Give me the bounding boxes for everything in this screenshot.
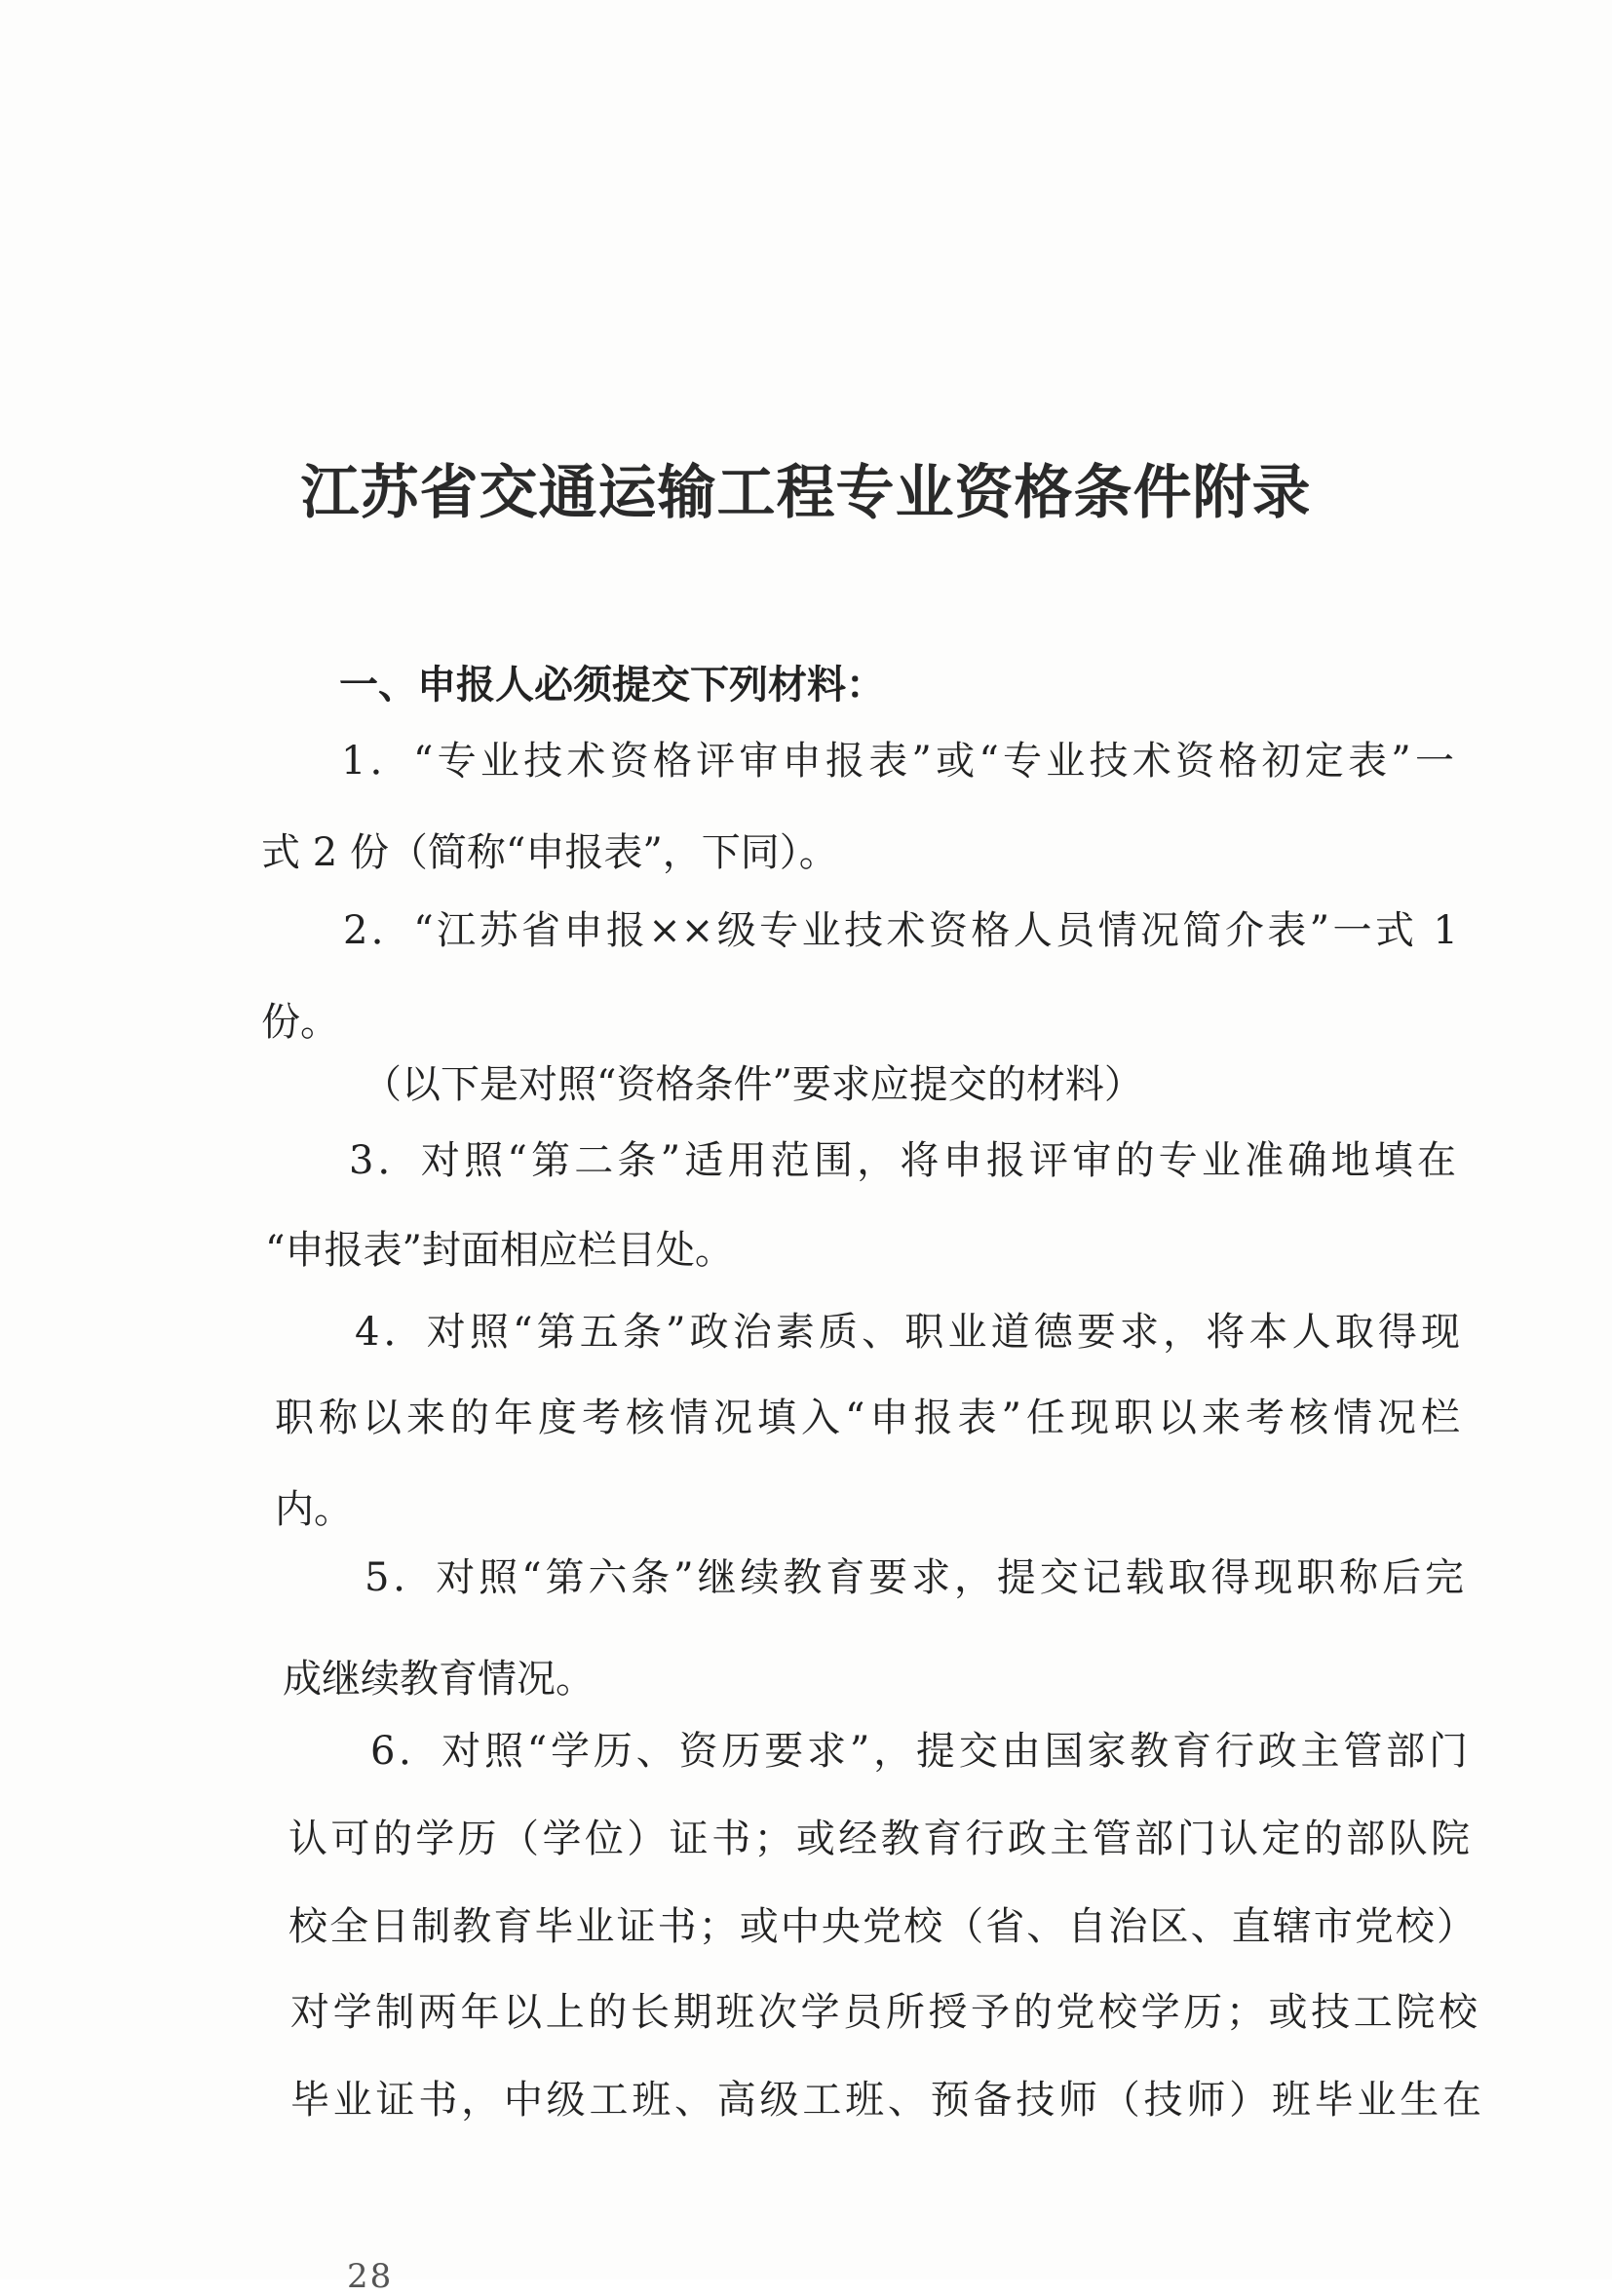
page-number: 28	[347, 2257, 394, 2296]
paragraph-line: 1．“专业技术资格评审申报表”或“专业技术资格初定表”一	[341, 739, 1454, 784]
paragraph-line: 3．对照“第二条”适用范围，将申报评审的专业准确地填在	[349, 1138, 1456, 1183]
paragraph-line: “申报表”封面相应栏目处。	[265, 1228, 734, 1273]
paragraph-line: 式 2 份（简称“申报表”，下同）。	[261, 830, 838, 875]
section-heading: 一、申报人必须提交下列材料：	[339, 663, 885, 708]
page-title: 江苏省交通运输工程专业资格条件附录	[300, 459, 1312, 527]
paragraph-line: 5．对照“第六条”继续教育要求，提交记载取得现职称后完	[365, 1555, 1464, 1600]
paragraph-line: 2．“江苏省申报××级专业技术资格人员情况简介表”一式 1	[343, 908, 1458, 953]
paragraph-line: 毕业证书，中级工班、高级工班、预备技师（技师）班毕业生在	[290, 2078, 1481, 2123]
paragraph-line: 份。	[261, 1000, 339, 1045]
paragraph-line: 内。	[275, 1487, 353, 1532]
paragraph-line: 6．对照“学历、资历要求”，提交由国家教育行政主管部门	[370, 1729, 1468, 1774]
paragraph-line: （以下是对照“资格条件”要求应提交的材料）	[363, 1062, 1143, 1107]
paragraph-line: 成继续教育情况。	[283, 1657, 595, 1702]
paragraph-line: 对学制两年以上的长期班次学员所授予的党校学历；或技工院校	[290, 1990, 1478, 2035]
paragraph-line: 4．对照“第五条”政治素质、职业道德要求，将本人取得现	[355, 1310, 1460, 1355]
paragraph-line: 职称以来的年度考核情况填入“申报表”任现职以来考核情况栏	[275, 1396, 1460, 1440]
paragraph-line: 校全日制教育毕业证书；或中央党校（省、自治区、直辖市党校）	[288, 1904, 1476, 1949]
paragraph-line: 认可的学历（学位）证书；或经教育行政主管部门认定的部队院	[288, 1817, 1470, 1861]
